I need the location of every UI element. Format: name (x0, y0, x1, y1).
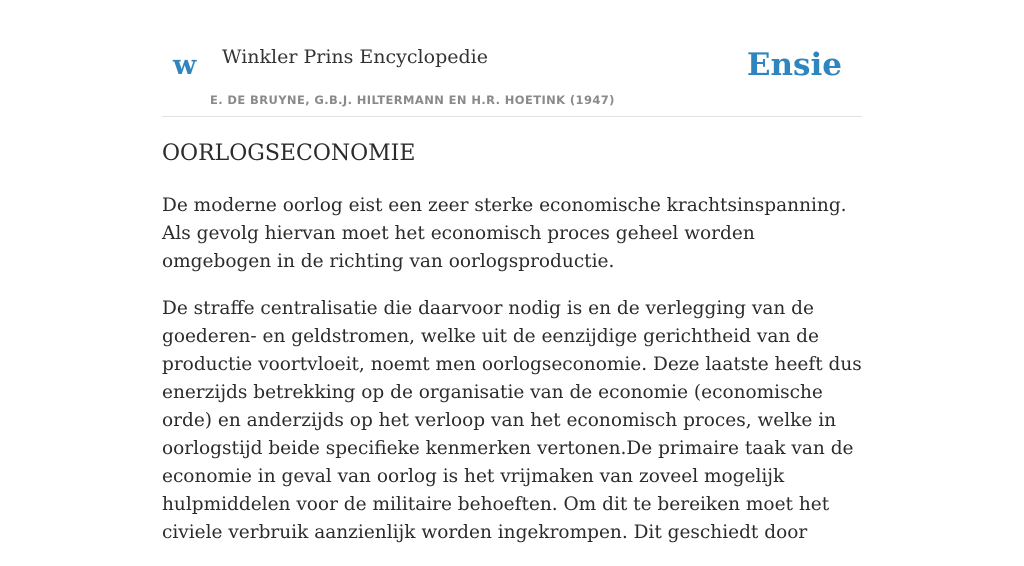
page (162, 0, 862, 543)
header (162, 0, 862, 117)
article-paragraph: De straffe centralisatie die daarvoor nodig is en de verlegging van de goederen- en geldstromen, welke uit de eenzijdige gerichtheid van de productie voortvloeit, noemt men oorlogseconomie. Deze laatste heeft dus enerzijds betrekking op de organisatie van de economie (economische orde) en anderzijds op het verloop van het economisch proces, welke in oorlogstijd beide specifieke kenmerken vertonen.De primaire taak van de economie in geval van oorlog is het vrijmaken van zoveel mogelijk hulpmiddelen voor de militaire behoeften. Om dit te bereiken moet het civiele verbruik aanzienlijk worden ingekrompen. Dit geschiedt door (162, 298, 862, 543)
site-title[interactable]: Winkler Prins Encyclopedie (222, 46, 488, 68)
winkler-prins-logo[interactable]: w (173, 50, 197, 81)
authors-line: E. DE BRUYNE, G.B.J. HILTERMANN EN H.R. HOETINK (1947) (210, 93, 615, 107)
article-body (162, 192, 862, 566)
article-paragraph: De moderne oorlog eist een zeer sterke economische krachtsinspanning. Als gevolg hiervan moet het economisch proces geheel worden omgebogen in de richting van oorlogsproductie. (162, 195, 847, 272)
article-title: OORLOGSECONOMIE (162, 141, 416, 166)
ensie-brand-link[interactable]: Ensie (746, 47, 842, 83)
